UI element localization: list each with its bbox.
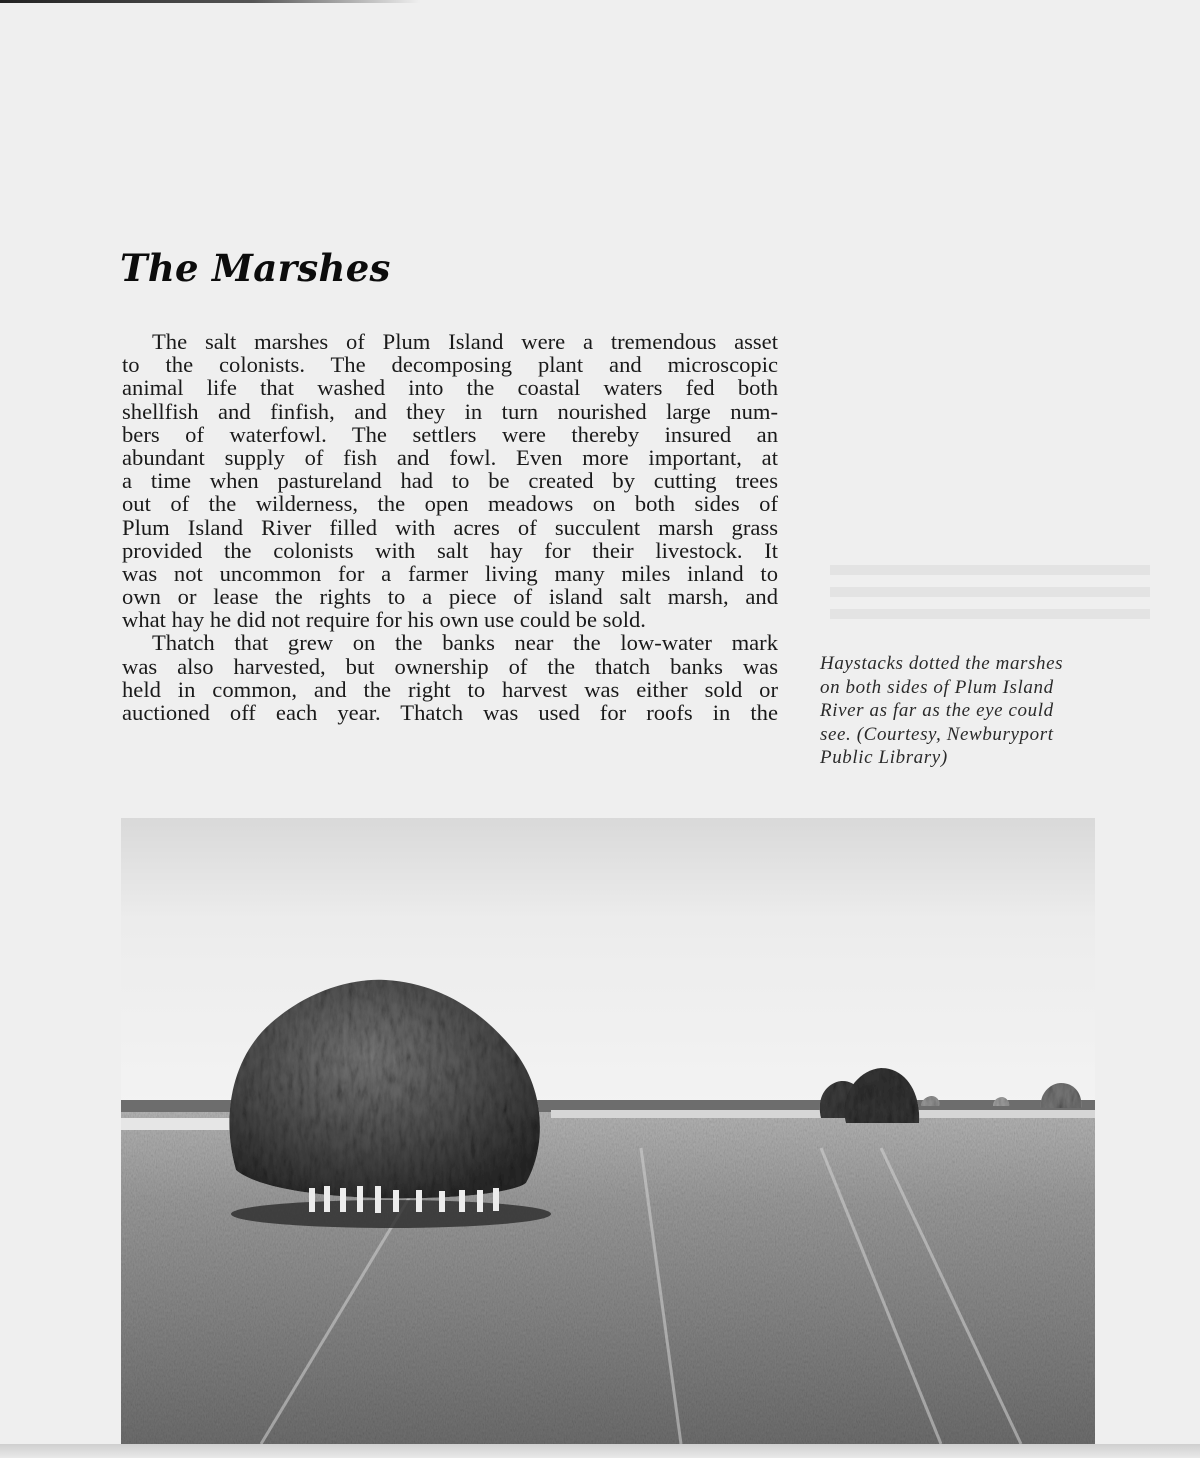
- caption-line: Public Library): [820, 747, 948, 769]
- body-line: Thatch that grew on the banks near the low-water mark: [152, 630, 778, 656]
- body-line: was also harvested, but ownership of the thatch banks was: [122, 653, 778, 679]
- body-line: what hay he did not require for his own use could be sold.: [122, 607, 646, 633]
- bleed-through-text: [830, 565, 1150, 625]
- body-line: held in common, and the right to harvest was either sold or: [122, 676, 778, 702]
- caption-line: on both sides of Plum Island: [820, 676, 1054, 698]
- caption-line: River as far as the eye could: [820, 700, 1054, 722]
- body-line: own or lease the rights to a piece of island salt marsh, and: [122, 584, 778, 610]
- body-paragraphs: [122, 330, 778, 724]
- body-line: animal life that washed into the coastal waters fed both: [122, 375, 778, 401]
- stack-shadow: [231, 1200, 551, 1228]
- scan-bottom-edge: [0, 1444, 1200, 1458]
- body-line: to the colonists. The decomposing plant and microscopic: [122, 352, 778, 378]
- body-line: shellfish and finfish, and they in turn nourished large num-: [122, 398, 778, 424]
- page-title: The Marshes: [120, 246, 391, 290]
- body-line: a time when pastureland had to be created by cutting trees: [122, 468, 778, 494]
- caption-line: Haystacks dotted the marshes: [820, 653, 1064, 674]
- body-line: The salt marshes of Plum Island were a tremendous asset: [152, 329, 778, 354]
- scan-edge-shadow: [0, 0, 420, 3]
- body-line: was not uncommon for a farmer living many miles inland to: [122, 560, 778, 586]
- body-line: bers of waterfowl. The settlers were thereby insured an: [122, 421, 778, 447]
- body-line: provided the colonists with salt hay for their livestock. It: [122, 537, 778, 563]
- photo-image: [121, 818, 1095, 1444]
- haystack-photo: [121, 818, 1095, 1444]
- photo-caption: [820, 652, 1120, 770]
- body-line: Plum Island River filled with acres of succulent marsh grass: [122, 514, 778, 540]
- body-line: out of the wilderness, the open meadows on both sides of: [122, 491, 778, 517]
- body-line: auctioned off each year. Thatch was used for roofs in the: [122, 700, 778, 725]
- body-line: abundant supply of fish and fowl. Even more important, at: [122, 444, 778, 470]
- caption-line: see. (Courtesy, Newburyport: [820, 723, 1054, 745]
